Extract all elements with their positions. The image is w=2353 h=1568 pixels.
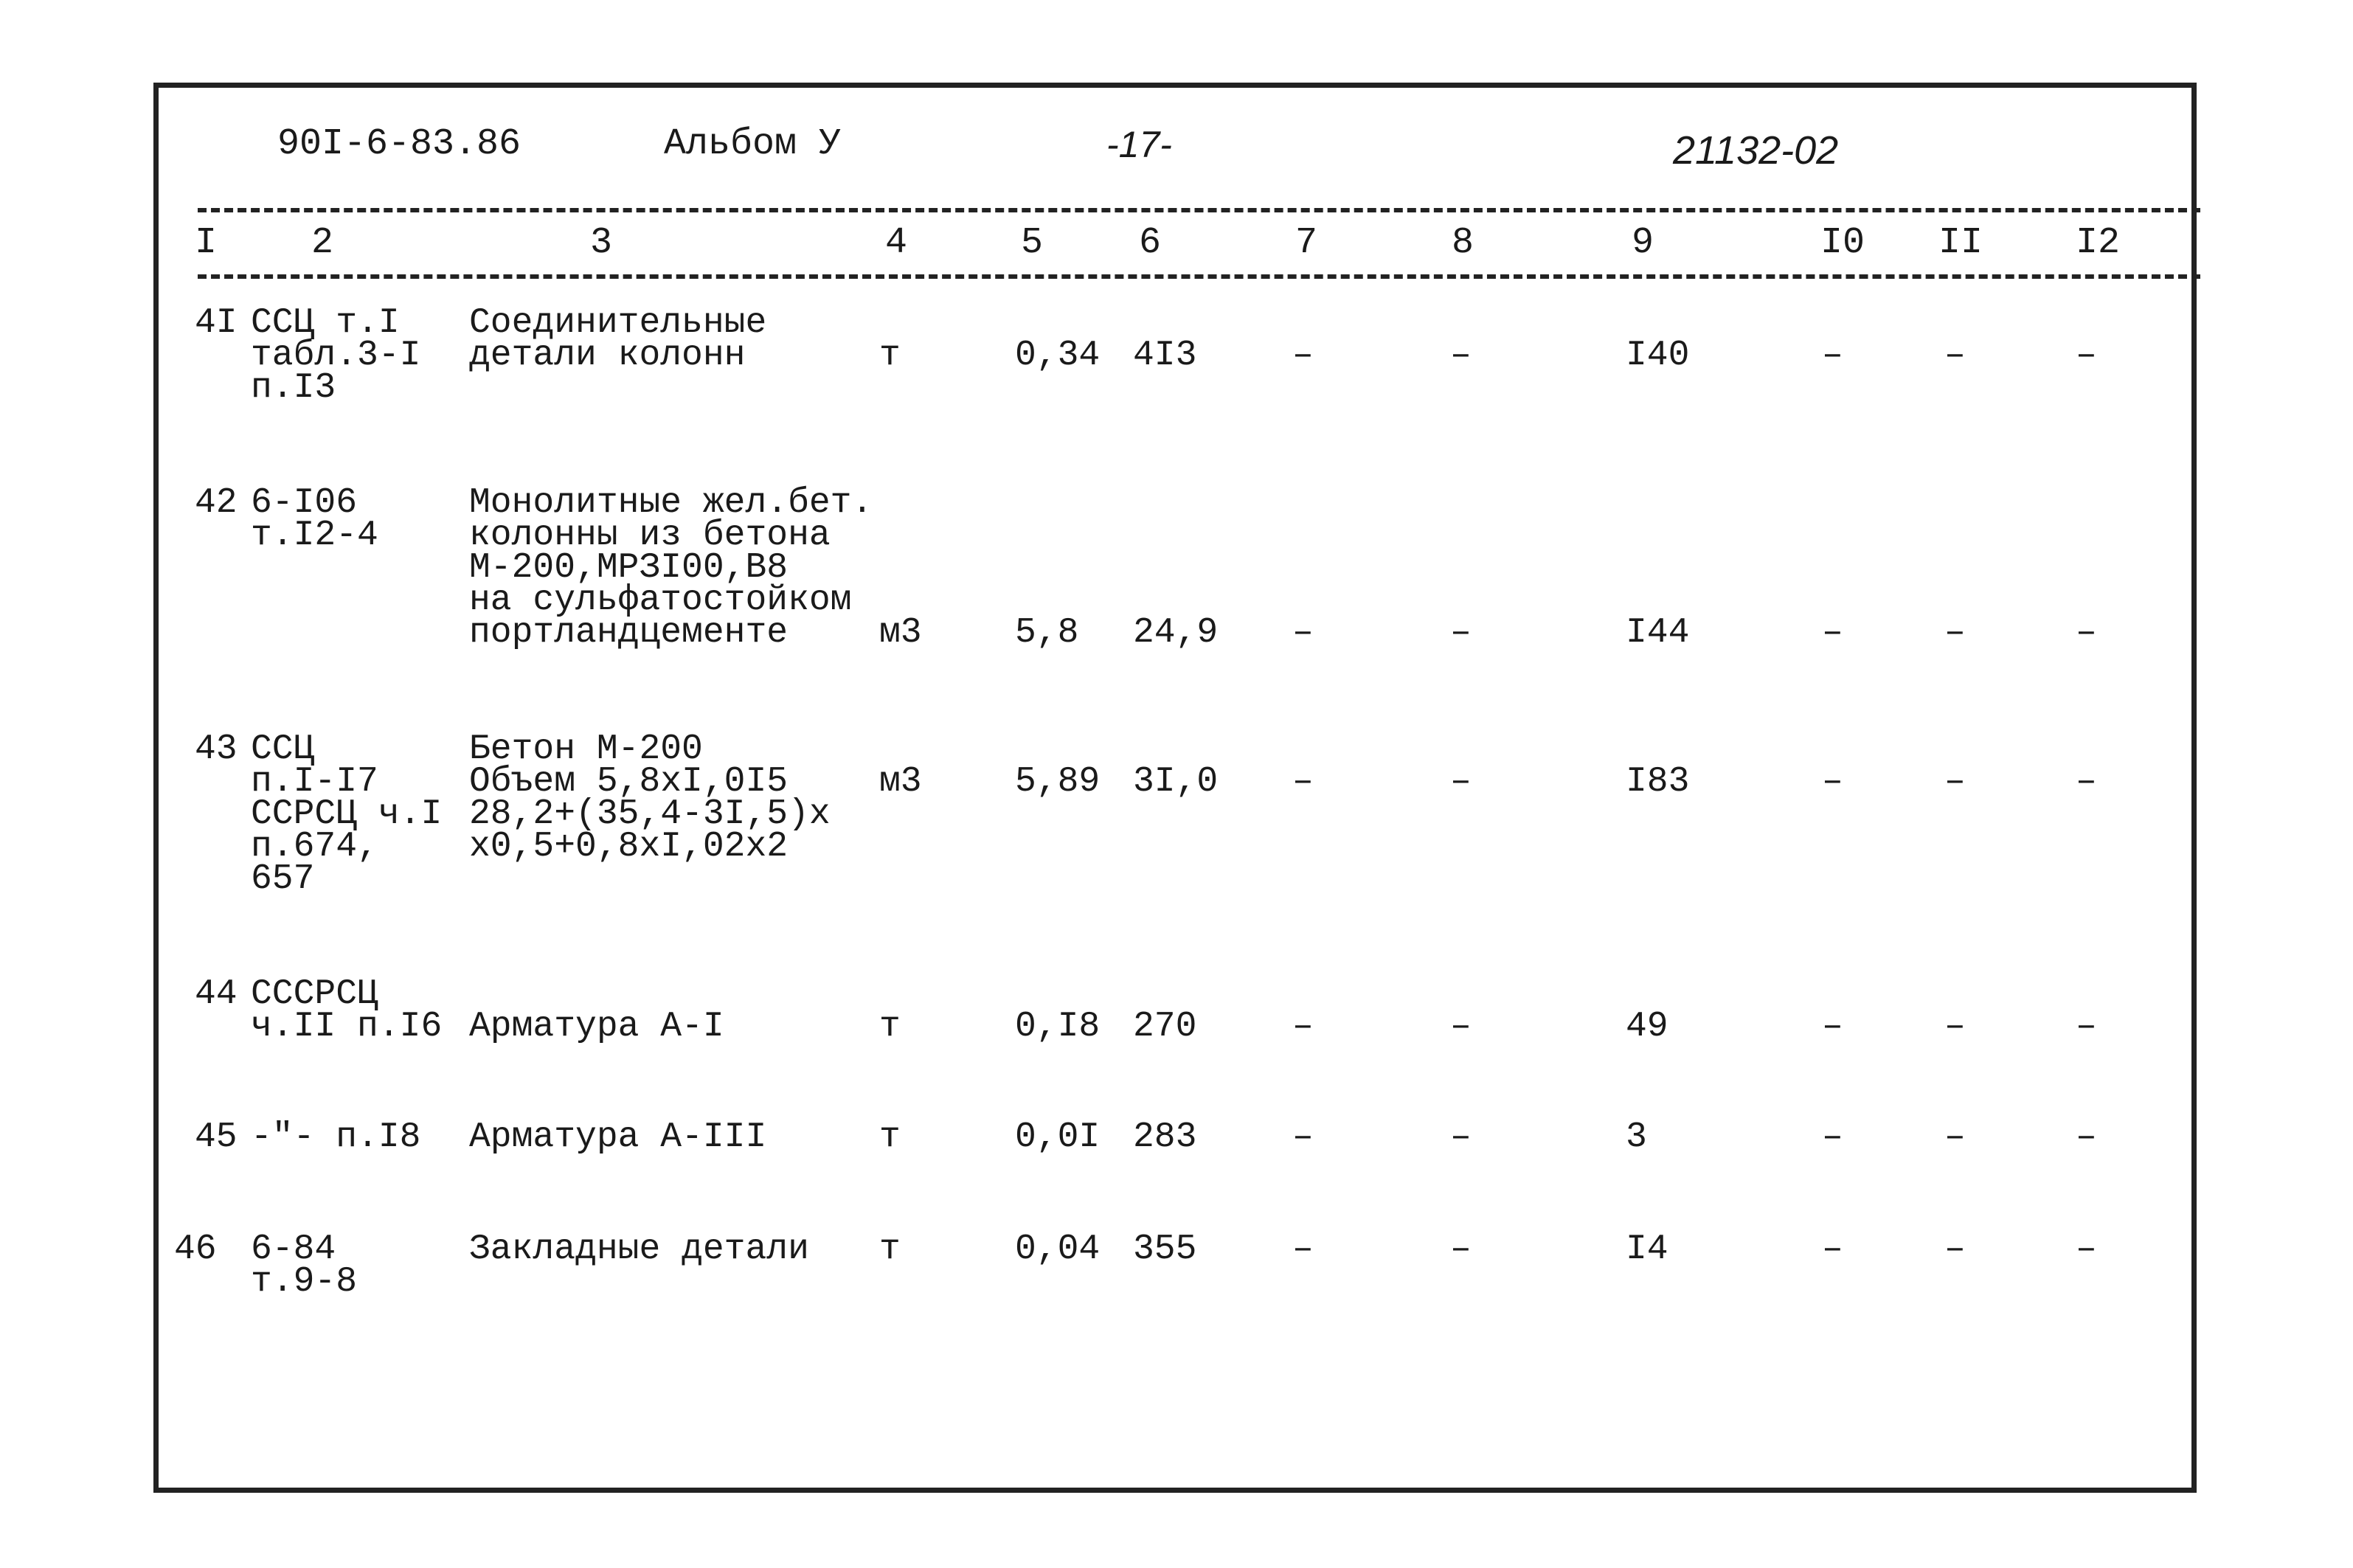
column-number: I2: [2076, 222, 2121, 264]
column-10-cell: –: [1822, 613, 1843, 653]
column-number: II: [1938, 222, 1983, 264]
column-number: 9: [1632, 222, 1654, 264]
unit-cell: т: [879, 1229, 901, 1269]
unit-price-cell: 355: [1133, 1229, 1197, 1269]
column-number: 2: [311, 222, 334, 264]
column-11-cell: –: [1944, 1007, 1966, 1047]
unit-price-cell: 283: [1133, 1117, 1197, 1157]
page-number: -17-: [1106, 124, 1172, 165]
column-number: 3: [590, 222, 613, 264]
column-11-cell: –: [1944, 1117, 1966, 1157]
column-number: I: [195, 222, 218, 264]
header-rule-top: [198, 208, 2200, 212]
column-7-cell: –: [1292, 1117, 1314, 1157]
reference-cell: -"- п.I8: [251, 1117, 421, 1157]
quantity-cell: 5,89: [1015, 762, 1101, 802]
column-8-cell: –: [1450, 1007, 1472, 1047]
reference-cell: ССЦ п.I-I7 ССРСЦ ч.I п.674, 657: [251, 729, 443, 899]
column-7-cell: –: [1292, 613, 1314, 653]
row-number: 43: [195, 729, 238, 769]
total-cell: 3: [1626, 1117, 1647, 1157]
description-cell: Монолитные жел.бет. колонны из бетона М-200,МРЗI00,В8 на сульфатостойком портландцементе: [469, 483, 873, 653]
column-10-cell: –: [1822, 336, 1843, 375]
description-cell: Арматура А-III: [469, 1117, 767, 1157]
total-cell: I44: [1626, 613, 1690, 653]
unit-cell: м3: [879, 762, 922, 802]
row-number: 42: [195, 483, 238, 523]
document-code: 90I-6-83.86: [277, 123, 521, 165]
row-number: 45: [195, 1117, 238, 1157]
row-number: 44: [195, 974, 238, 1014]
unit-cell: т: [879, 336, 901, 375]
column-number: 5: [1021, 222, 1044, 264]
reference-cell: СССРСЦ ч.II п.I6: [251, 974, 443, 1047]
column-number: I0: [1820, 222, 1865, 264]
column-12-cell: –: [2076, 336, 2097, 375]
unit-cell: т: [879, 1007, 901, 1047]
header-rule-bottom: [198, 274, 2200, 279]
unit-price-cell: 4I3: [1133, 336, 1197, 375]
unit-price-cell: 24,9: [1133, 613, 1219, 653]
quantity-cell: 0,0I: [1015, 1117, 1101, 1157]
album-label: Альбом У: [664, 123, 842, 165]
reference-cell: 6-I06 т.I2-4: [251, 483, 378, 555]
column-7-cell: –: [1292, 1007, 1314, 1047]
total-cell: I4: [1626, 1229, 1668, 1269]
quantity-cell: 0,34: [1015, 336, 1101, 375]
quantity-cell: 0,I8: [1015, 1007, 1101, 1047]
column-10-cell: –: [1822, 1229, 1843, 1269]
reference-cell: ССЦ т.I табл.3-I п.I3: [251, 303, 421, 408]
column-10-cell: –: [1822, 762, 1843, 802]
column-12-cell: –: [2076, 762, 2097, 802]
column-7-cell: –: [1292, 336, 1314, 375]
unit-price-cell: 3I,0: [1133, 762, 1219, 802]
column-12-cell: –: [2076, 613, 2097, 653]
column-11-cell: –: [1944, 336, 1966, 375]
column-10-cell: –: [1822, 1007, 1843, 1047]
total-cell: I83: [1626, 762, 1690, 802]
column-11-cell: –: [1944, 762, 1966, 802]
column-12-cell: –: [2076, 1229, 2097, 1269]
column-number: 4: [885, 222, 908, 264]
unit-cell: м3: [879, 613, 922, 653]
column-10-cell: –: [1822, 1117, 1843, 1157]
unit-cell: т: [879, 1117, 901, 1157]
column-8-cell: –: [1450, 613, 1472, 653]
column-7-cell: –: [1292, 762, 1314, 802]
description-cell: Закладные детали: [469, 1229, 809, 1269]
description-cell: Соединительные детали колонн: [469, 303, 767, 375]
total-cell: I40: [1626, 336, 1690, 375]
row-number: 4I: [195, 303, 238, 343]
row-number: 46: [174, 1229, 217, 1269]
column-8-cell: –: [1450, 1229, 1472, 1269]
total-cell: 49: [1626, 1007, 1668, 1047]
column-number: 6: [1139, 222, 1162, 264]
document-number: 21132-02: [1673, 128, 1839, 173]
description-cell: Бетон М-200 Объем 5,8хI,0I5 28,2+(35,4-3I,5)х х0,5+0,8хI,02х2: [469, 729, 831, 867]
column-8-cell: –: [1450, 762, 1472, 802]
quantity-cell: 0,04: [1015, 1229, 1101, 1269]
column-8-cell: –: [1450, 1117, 1472, 1157]
unit-price-cell: 270: [1133, 1007, 1197, 1047]
reference-cell: 6-84 т.9-8: [251, 1229, 358, 1302]
column-11-cell: –: [1944, 1229, 1966, 1269]
quantity-cell: 5,8: [1015, 613, 1079, 653]
description-cell: Арматура А-I: [469, 1007, 724, 1047]
column-number: 8: [1452, 222, 1474, 264]
column-8-cell: –: [1450, 336, 1472, 375]
column-number: 7: [1295, 222, 1318, 264]
column-7-cell: –: [1292, 1229, 1314, 1269]
column-12-cell: –: [2076, 1117, 2097, 1157]
column-11-cell: –: [1944, 613, 1966, 653]
column-12-cell: –: [2076, 1007, 2097, 1047]
